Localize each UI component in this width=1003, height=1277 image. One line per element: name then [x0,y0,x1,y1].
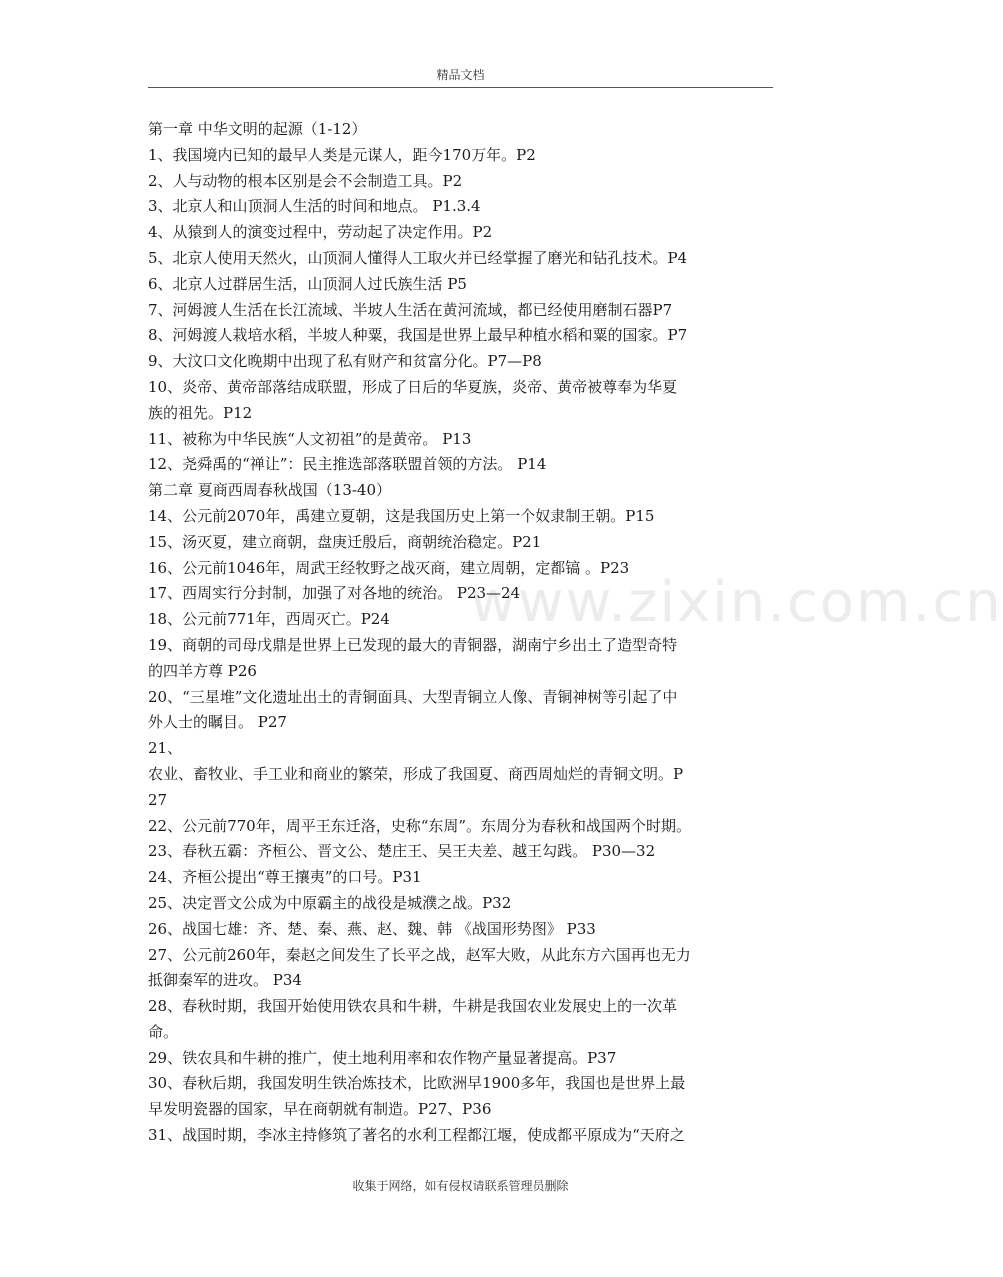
text-line: 第二章 夏商西周春秋战国（13-40） [148,481,392,500]
text-line: 6、北京人过群居生活，山顶洞人过氏族生活 P5 [148,274,467,293]
text-line: 17、西周实行分封制，加强了对各地的统治。 P23—24 [148,584,521,603]
text-line: 3、北京人和山顶洞人生活的时间和地点。 P1.3.4 [148,197,481,216]
watermark: www.zixin.com.cn [470,570,1003,635]
text-line: 20、“三星堆”文化遗址出土的青铜面具、大型青铜立人像、青铜神树等引起了中 [148,687,678,706]
text-line: 16、公元前1046年，周武王经牧野之战灭商，建立周朝，定都镐 。P23 [148,558,630,577]
text-line: 1、我国境内已知的最早人类是元谋人，距今170万年。P2 [148,145,536,164]
text-line: 农业、畜牧业、手工业和商业的繁荣，形成了我国夏、商西周灿烂的青铜文明。P [148,764,684,783]
text-line: 22、公元前770年，周平王东迁洛，史称“东周”。东周分为春秋和战国两个时期。 [148,816,692,835]
text-line: 9、大汶口文化晚期中出现了私有财产和贫富分化。P7—P8 [148,352,542,371]
text-line: 25、决定晋文公成为中原霸主的战役是城濮之战。P32 [148,893,512,912]
document-body [148,117,773,1149]
text-line: 外人士的瞩目。 P27 [148,713,287,732]
text-line: 族的祖先。P12 [148,403,253,422]
text-line: 第一章 中华文明的起源（1-12） [148,120,367,138]
text-line: 早发明瓷器的国家，早在商朝就有制造。P27、P36 [148,1100,492,1119]
page-header: 精品文档 [436,68,485,82]
header-rule [148,87,773,88]
text-line: 抵御秦军的进攻。 P34 [148,971,302,990]
text-line: 27 [148,790,168,809]
text-line: 2、人与动物的根本区别是会不会制造工具。P2 [148,171,463,190]
text-line: 23、春秋五霸：齐桓公、晋文公、楚庄王、吴王夫差、越王勾践。 P30—32 [148,842,656,861]
text-line: 24、齐桓公提出“尊王攘夷”的口号。P31 [148,868,422,887]
text-line: 15、汤灭夏，建立商朝，盘庚迁殷后，商朝统治稳定。P21 [148,532,542,551]
text-line: 8、河姆渡人栽培水稻，半坡人种粟，我国是世界上最早种植水稻和粟的国家。P7 [148,326,688,345]
text-line: 21、 [148,739,183,758]
text-line: 19、商朝的司母戊鼎是世界上已发现的最大的青铜器，湖南宁乡出土了造型奇特 [148,635,678,654]
page-footer: 收集于网络，如有侵权请联系管理员删除 [352,1179,569,1193]
text-line: 18、公元前771年，西周灭亡。P24 [148,610,390,629]
text-line: 的四羊方尊 P26 [148,661,257,680]
text-line: 28、春秋时期，我国开始使用铁农具和牛耕，牛耕是我国农业发展史上的一次革 [148,997,678,1016]
text-line: 29、铁农具和牛耕的推广，使土地利用率和农作物产量显著提高。P37 [148,1048,617,1067]
text-line: 4、从猿到人的演变过程中，劳动起了决定作用。P2 [148,223,493,242]
text-line: 26、战国七雄：齐、楚、秦、燕、赵、魏、韩 《战国形势图》 P33 [148,919,596,938]
text-line: 5、北京人使用天然火，山顶洞人懂得人工取火并已经掌握了磨光和钻孔技术。P4 [148,248,688,267]
text-line: 14、公元前2070年，禹建立夏朝，这是我国历史上第一个奴隶制王朝。P15 [148,506,655,525]
text-line: 30、春秋后期，我国发明生铁冶炼技术，比欧洲早1900多年，我国也是世界上最 [148,1074,686,1093]
text-line: 31、战国时期，李冰主持修筑了著名的水利工程都江堰，使成都平原成为“天府之 [148,1126,685,1145]
text-line: 27、公元前260年，秦赵之间发生了长平之战，赵军大败，从此东方六国再也无力 [148,945,691,964]
text-line: 10、炎帝、黄帝部落结成联盟，形成了日后的华夏族，炎帝、黄帝被尊奉为华夏 [148,377,678,396]
text-line: 12、尧舜禹的“禅让”：民主推选部落联盟首领的方法。 P14 [148,455,547,474]
text-line: 7、河姆渡人生活在长江流域、半坡人生活在黄河流域，都已经使用磨制石器P7 [148,300,673,319]
text-line: 11、被称为中华民族“人文初祖”的是黄帝。 P13 [148,429,472,448]
text-line: 命。 [148,1022,179,1041]
